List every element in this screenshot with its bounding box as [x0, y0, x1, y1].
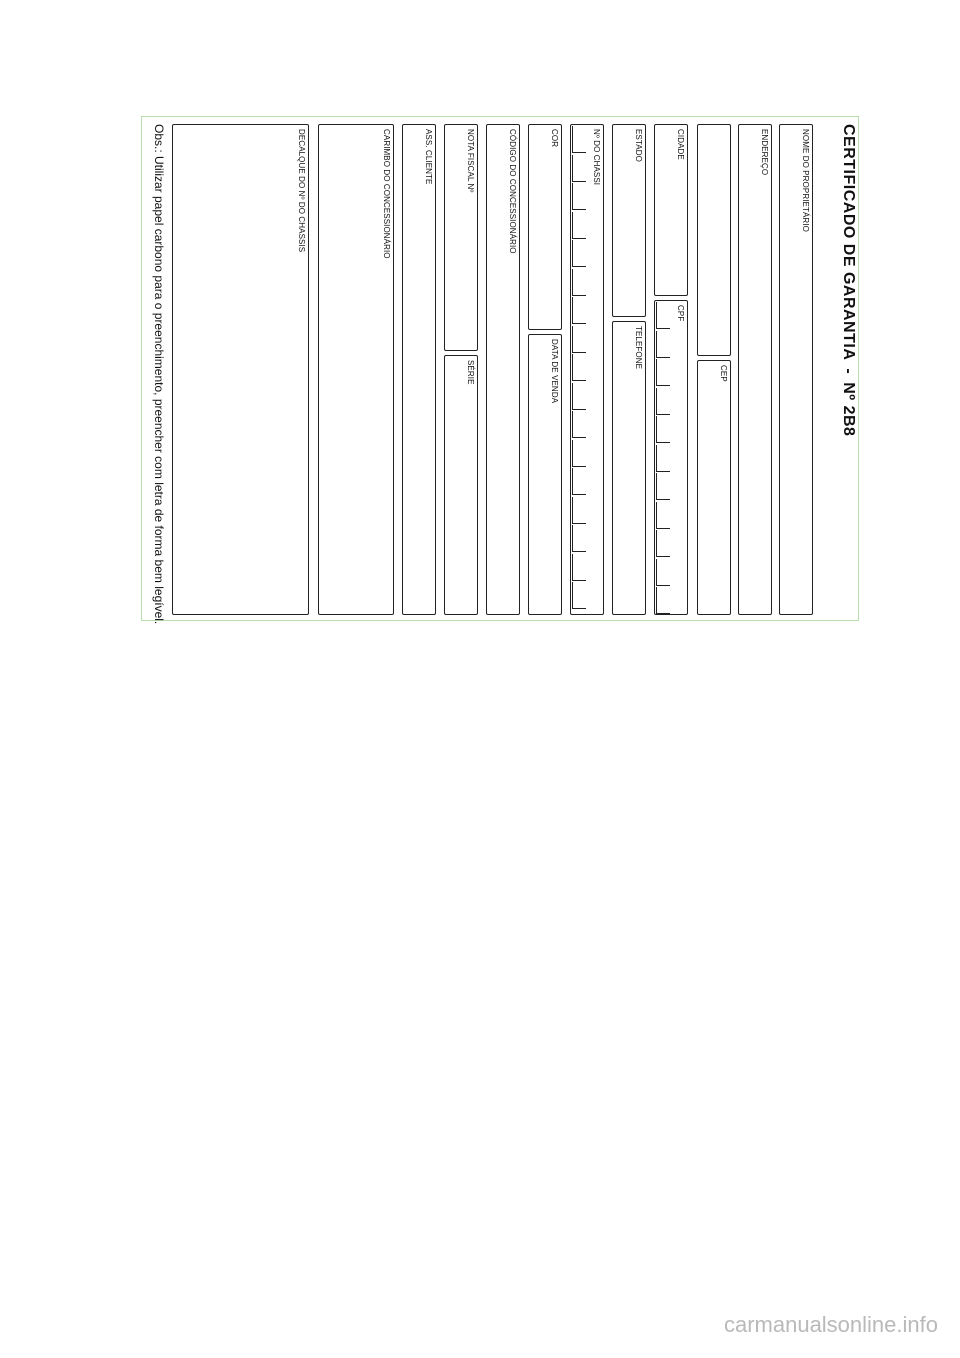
cpf-digit-boxes: [656, 304, 670, 611]
chassis-decal-label: DECALQUE DO Nº DO CHASSIS: [297, 129, 306, 253]
digit-box: [572, 554, 586, 581]
digit-box: [572, 212, 586, 239]
digit-box: [572, 155, 586, 182]
owner-name-label: NOME DO PROPRIETÁRIO: [801, 129, 810, 232]
digit-box: [656, 559, 670, 586]
color-label: COR: [550, 129, 559, 148]
digit-box: [572, 440, 586, 467]
digit-box: [656, 587, 670, 614]
cep-label: CEP: [719, 365, 728, 382]
digit-box: [656, 502, 670, 529]
usage-note: Obs.: Utilizar papel carbono para o preenchimento, preencher com letra de forma bem legível.: [152, 124, 166, 625]
phone-field[interactable]: [612, 321, 646, 615]
invoice-number-field[interactable]: [444, 124, 478, 351]
owner-name-field[interactable]: [779, 124, 813, 615]
digit-box: [572, 297, 586, 324]
digit-box: [656, 473, 670, 500]
sale-date-label: DATA DE VENDA: [550, 339, 559, 404]
digit-box: [572, 183, 586, 210]
state-label: ESTADO: [634, 129, 643, 162]
digit-box: [572, 240, 586, 267]
digit-box: [572, 326, 586, 353]
dealer-stamp-label: CARIMBO DO CONCESSIONÁRIO: [382, 129, 391, 259]
dealer-code-field[interactable]: [486, 124, 520, 615]
cep-field[interactable]: [697, 360, 731, 615]
chassis-number-field[interactable]: [570, 124, 604, 615]
digit-box: [656, 331, 670, 358]
sale-date-field[interactable]: [528, 334, 562, 615]
form-title: [839, 124, 857, 436]
series-label: SÉRIE: [466, 360, 475, 385]
color-field[interactable]: [528, 124, 562, 330]
digit-box: [572, 411, 586, 438]
title-separator: -: [840, 368, 857, 375]
address-label: ENDEREÇO: [760, 129, 769, 176]
digit-box: [572, 497, 586, 524]
digit-box: [656, 416, 670, 443]
dealer-stamp-field[interactable]: [318, 124, 394, 615]
address-line-2-field[interactable]: [697, 124, 731, 356]
city-label: CIDADE: [676, 129, 685, 160]
certificate-number: Nº 2B8: [840, 382, 857, 437]
digit-box: [572, 269, 586, 296]
digit-box: [656, 302, 670, 329]
chassis-number-label: Nº DO CHASSI: [592, 129, 601, 186]
customer-signature-label: ASS. CLIENTE: [424, 129, 433, 185]
digit-box: [572, 468, 586, 495]
cpf-label: CPF: [676, 305, 685, 322]
digit-box: [572, 354, 586, 381]
digit-box: [572, 126, 586, 153]
warranty-form: [141, 116, 859, 625]
phone-label: TELEFONE: [634, 326, 643, 370]
chassis-decal-field[interactable]: [172, 124, 309, 615]
chassis-digit-boxes: [572, 128, 586, 612]
dealer-code-label: CÓDIGO DO CONCESSIONÁRIO: [508, 129, 517, 254]
series-field[interactable]: [444, 355, 478, 615]
digit-box: [572, 582, 586, 609]
digit-box: [656, 445, 670, 472]
digit-box: [572, 525, 586, 552]
digit-box: [572, 383, 586, 410]
title-text: CERTIFICADO DE GARANTIA: [840, 124, 857, 361]
digit-box: [656, 388, 670, 415]
digit-box: [656, 359, 670, 386]
state-field[interactable]: [612, 124, 646, 317]
invoice-number-label: NOTA FISCAL Nº: [466, 129, 475, 193]
address-field[interactable]: [738, 124, 772, 615]
customer-signature-field[interactable]: [402, 124, 436, 615]
site-watermark: carmanualsonline.info: [723, 1312, 938, 1337]
digit-box: [656, 530, 670, 557]
cpf-field[interactable]: [654, 300, 688, 615]
city-field[interactable]: [654, 124, 688, 296]
